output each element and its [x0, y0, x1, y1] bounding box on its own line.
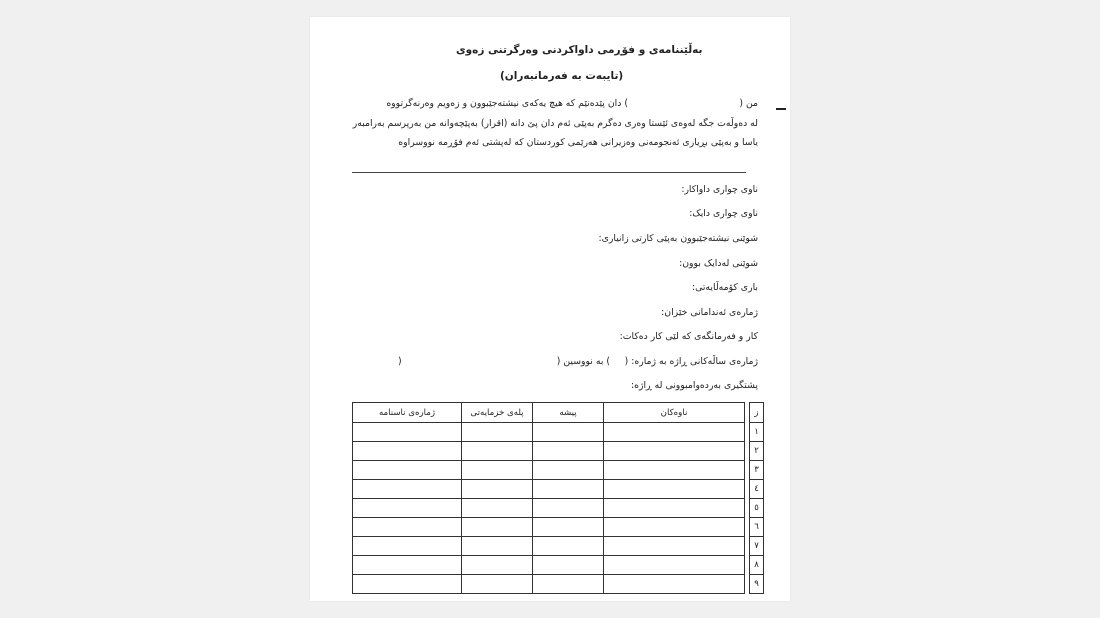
intro-line-2: لە دەوڵەت جگە لەوەی ئێستا وەری دەگرم بەپێی ئەم دان پێ دانە (اقرار) بەپێچەوانە من بەرپرسم بەرامبەر	[352, 118, 758, 129]
header-id-number: ژمارەی ناسنامە	[353, 403, 462, 423]
cell-id	[353, 537, 462, 556]
cell-id	[353, 518, 462, 537]
table-row	[353, 518, 764, 537]
cell-profession	[533, 537, 604, 556]
field-mother-name: ناوی چواری دایک:	[689, 208, 758, 219]
cell-relationship	[462, 537, 533, 556]
row-number: ٣	[750, 461, 764, 480]
row-number: ٢	[750, 442, 764, 461]
cell-name	[604, 537, 745, 556]
field-workplace: کار و فەرمانگەی کە لێی کار دەکات:	[619, 331, 758, 342]
cell-name	[604, 518, 745, 537]
cell-name	[604, 461, 745, 480]
field-service-years: ژمارەی ساڵەکانی ڕاژە بە ژمارە: (	[624, 356, 758, 367]
header-profession: پیشە	[533, 403, 604, 423]
table-row	[353, 423, 764, 442]
cell-profession	[533, 423, 604, 442]
table-row	[353, 575, 764, 594]
document-subtitle: (تایبەت بە فەرمانبەران)	[500, 70, 624, 82]
document-title: بەڵێننامەی و فۆڕمی داواکردنی وەرگرتنی زەوی	[456, 44, 703, 56]
table-row	[353, 480, 764, 499]
field-residence: شوێنی نیشتەجێبوون بەپێی کارتی زانیاری:	[598, 233, 758, 244]
margin-dash	[776, 108, 786, 110]
cell-relationship	[462, 442, 533, 461]
dependents-table	[352, 402, 764, 594]
row-number: ٥	[750, 499, 764, 518]
cell-id	[353, 442, 462, 461]
document-page	[310, 17, 790, 601]
row-number: ٦	[750, 518, 764, 537]
row-number: ٧	[750, 537, 764, 556]
cell-profession	[533, 480, 604, 499]
header-relationship: پلەی خزمایەتی	[462, 403, 533, 423]
table-row	[353, 537, 764, 556]
field-service-years-end: )	[398, 356, 402, 367]
row-number: ١	[750, 423, 764, 442]
cell-id	[353, 499, 462, 518]
cell-name	[604, 480, 745, 499]
cell-id	[353, 461, 462, 480]
field-family-members: ژمارەی ئەندامانی خێزان:	[661, 307, 758, 318]
table-row	[353, 499, 764, 518]
row-number: ٨	[750, 556, 764, 575]
header-names: ناوەکان	[604, 403, 745, 423]
field-birthplace: شوێنی لەدایک بوون:	[679, 258, 758, 269]
cell-profession	[533, 499, 604, 518]
cell-profession	[533, 461, 604, 480]
field-dependents-label: پشتگیری بەردەوامبوونی لە ڕاژە:	[630, 380, 758, 391]
cell-relationship	[462, 480, 533, 499]
cell-name	[604, 575, 745, 594]
cell-relationship	[462, 423, 533, 442]
cell-relationship	[462, 461, 533, 480]
cell-id	[353, 575, 462, 594]
intro-line-1: ) دان پێدەنێم کە هیچ یەکەی نیشتەجێبوون و زەویم وەرنەگرتووە	[386, 98, 628, 109]
row-number: ٩	[750, 575, 764, 594]
cell-id	[353, 423, 462, 442]
header-index: ز	[750, 403, 764, 423]
table-row	[353, 461, 764, 480]
cell-id	[353, 556, 462, 575]
field-service-years-mid: ) بە نووسین (	[556, 356, 610, 367]
cell-name	[604, 556, 745, 575]
table-row	[353, 442, 764, 461]
cell-name	[604, 499, 745, 518]
cell-relationship	[462, 556, 533, 575]
cell-relationship	[462, 518, 533, 537]
field-marital-status: باری کۆمەڵایەتی:	[691, 282, 758, 293]
field-applicant-name: ناوی چواری داواکار:	[681, 184, 758, 195]
header-gap	[745, 403, 750, 423]
separator-line	[352, 172, 746, 173]
cell-id	[353, 480, 462, 499]
table-header-row	[353, 403, 764, 423]
row-number: ٤	[750, 480, 764, 499]
intro-line-3: یاسا و بەپێی بڕیاری ئەنجومەنی وەزیرانی هەرێمی کوردستان کە لەپشتی ئەم فۆڕمە نووسراوە	[398, 137, 758, 148]
cell-name	[604, 423, 745, 442]
cell-profession	[533, 556, 604, 575]
cell-relationship	[462, 499, 533, 518]
cell-profession	[533, 442, 604, 461]
cell-profession	[533, 575, 604, 594]
cell-name	[604, 442, 745, 461]
table-row	[353, 556, 764, 575]
cell-profession	[533, 518, 604, 537]
cell-relationship	[462, 575, 533, 594]
intro-line-1-prefix: من (	[739, 98, 758, 109]
